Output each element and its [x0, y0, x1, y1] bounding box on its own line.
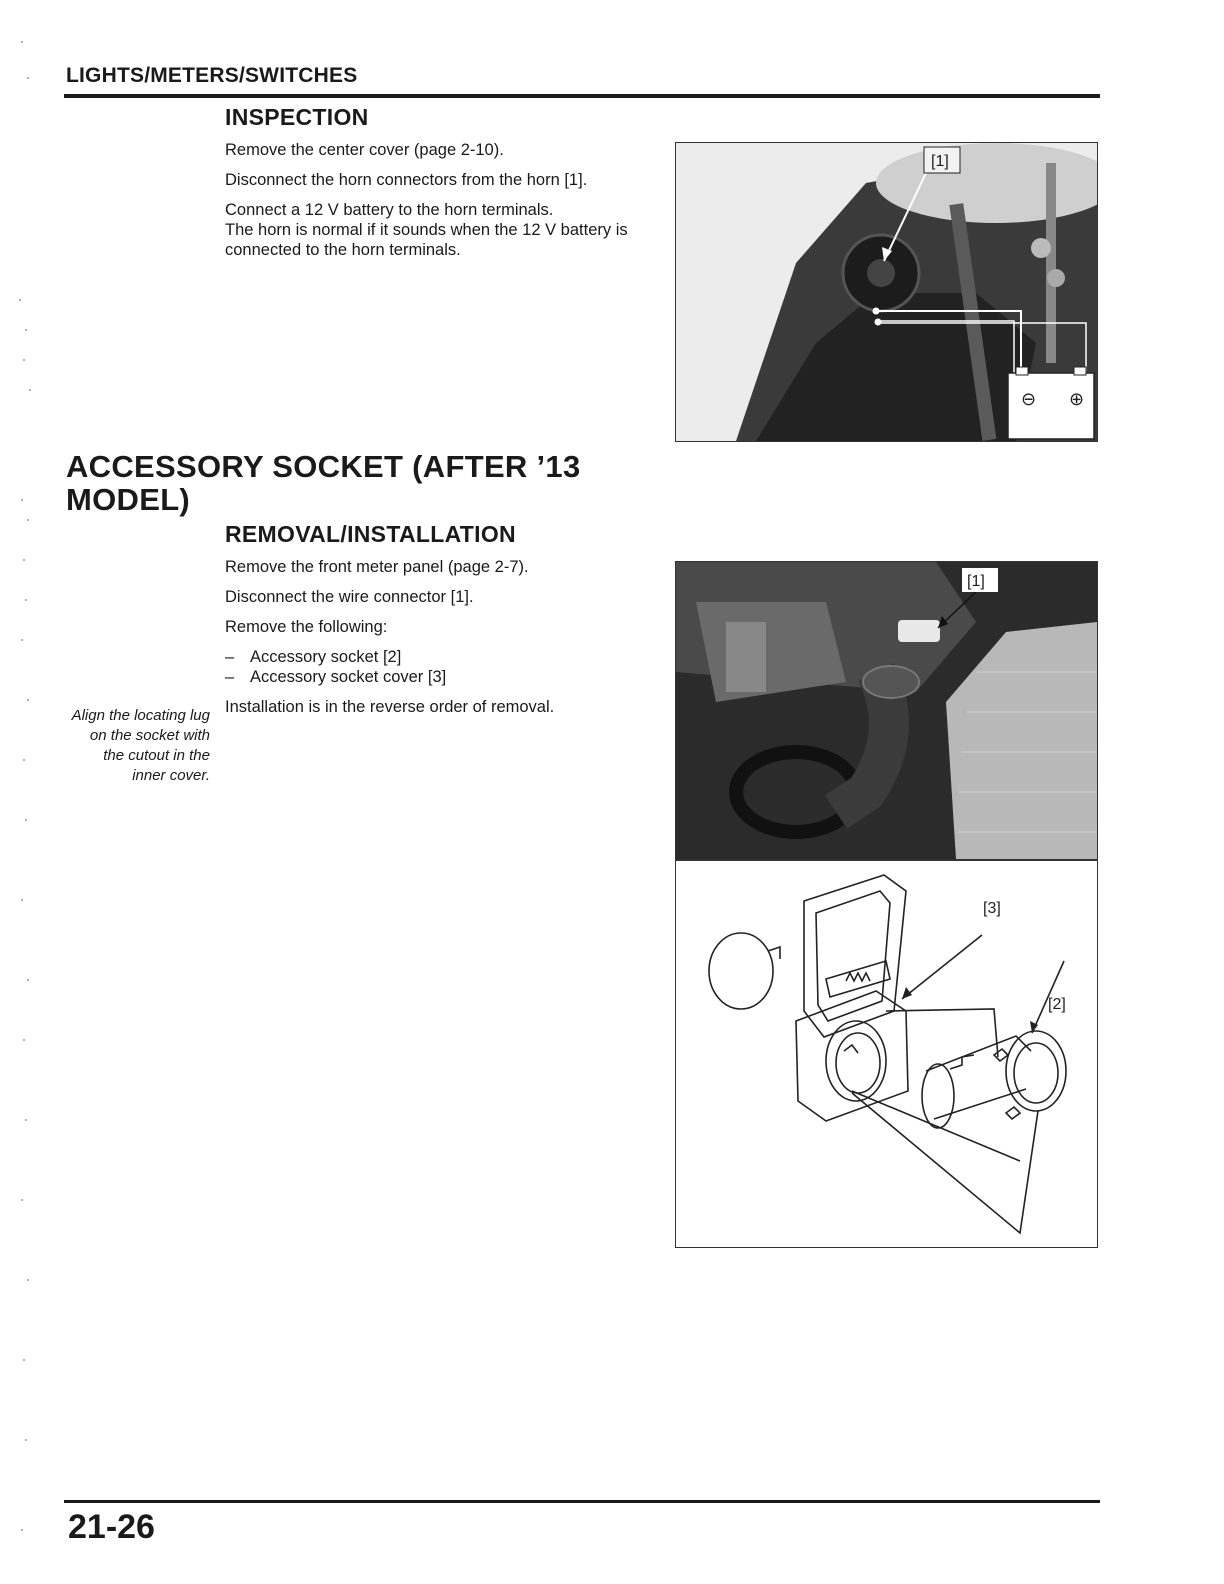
- socket-callout-label: [2]: [1048, 995, 1066, 1013]
- removal-installation-title: REMOVAL/INSTALLATION: [225, 521, 516, 547]
- removal-list-item: [225, 667, 665, 687]
- inspection-title: INSPECTION: [225, 104, 369, 130]
- cover-callout-label: [3]: [983, 899, 1001, 917]
- battery-plus-symbol: ⊕: [1069, 389, 1085, 409]
- removal-step: Remove the front meter panel (page 2-7).: [225, 558, 529, 576]
- inspection-step: Remove the center cover (page 2-10).: [225, 141, 504, 159]
- removal-list-item: [225, 647, 665, 667]
- horn-callout-label: [1]: [931, 153, 949, 170]
- connector-callout-label: [1]: [967, 573, 985, 590]
- accessory-socket-title: ACCESSORY SOCKET (AFTER ’13 MODEL): [66, 449, 581, 517]
- footer-rule: [64, 1500, 1100, 1503]
- installation-side-note: Align the locating lug on the socket with the cutout in the inner cover.: [71, 707, 210, 784]
- removal-steps: [225, 557, 665, 717]
- scan-edge-speckle: [0, 0, 50, 1584]
- list-dash: –: [225, 668, 235, 686]
- inspection-step: Disconnect the horn connectors from the horn [1].: [225, 171, 588, 189]
- horn-photo-illustration: [676, 143, 1097, 441]
- accessory-socket-figure: [675, 561, 1098, 1248]
- battery-minus-symbol: ⊖: [1021, 389, 1037, 409]
- list-item-text: Accessory socket cover [3]: [250, 668, 447, 686]
- removal-step: Remove the following:: [225, 618, 388, 636]
- connector-photo-illustration: [676, 562, 1097, 859]
- inspection-steps: [225, 140, 675, 260]
- removal-step: Disconnect the wire connector [1].: [225, 588, 474, 606]
- header-rule: [64, 94, 1100, 98]
- section-title: LIGHTS/METERS/SWITCHES: [66, 64, 358, 87]
- list-dash: –: [225, 648, 235, 666]
- inspection-step: Connect a 12 V battery to the horn terminals.: [225, 201, 554, 219]
- socket-exploded-diagram: [676, 861, 1097, 1246]
- page-number: 21-26: [68, 1508, 155, 1546]
- installation-step: Installation is in the reverse order of removal.: [225, 698, 555, 716]
- horn-inspection-figure: [675, 142, 1098, 442]
- list-item-text: Accessory socket [2]: [250, 648, 402, 666]
- inspection-step: The horn is normal if it sounds when the 12 V battery is connected to the horn terminals.: [225, 221, 628, 259]
